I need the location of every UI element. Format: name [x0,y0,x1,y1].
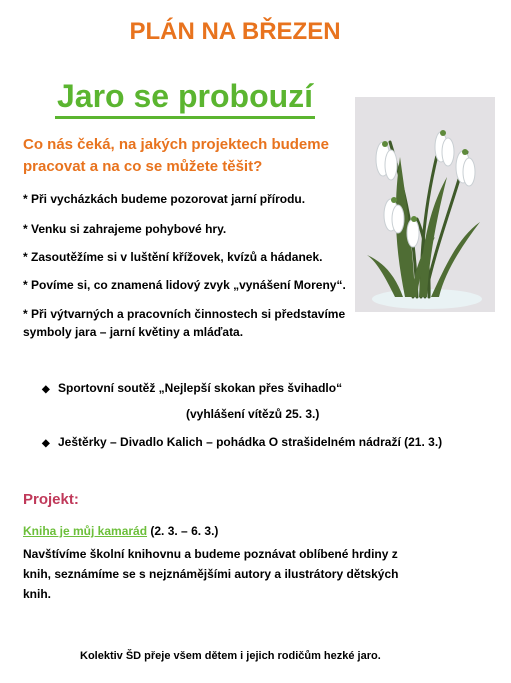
intro-text: Co nás čeká, na jakých projektech budeme pracovat a na co se můžete těšit? [23,136,329,175]
project-description: Navštívíme školní knihovnu a budeme poznávat oblíbené hrdiny z knih, seznámíme se s nejznámějšími autory a ilustrátory dětských knih. [23,547,399,601]
event-note: (vyhlášení vítězů 25. 3.) [186,407,320,421]
diamond-icon: ◆ [42,438,50,449]
bullet-item: * Povíme si, co znamená lidový zvyk „vynášení Moreny“. [23,278,346,292]
event-item [42,434,442,452]
event-text: Sportovní soutěž „Nejlepší skokan přes švihadlo“ [58,381,343,395]
page-title: PLÁN NA BŘEZEN [129,18,341,45]
footer-text: Kolektiv ŠD přeje všem dětem i jejich rodičům hezké jaro. [80,650,381,662]
page-subtitle: Jaro se probouzí [55,78,315,119]
bullet-item: * Zasoutěžíme si v luštění křížovek, kvízů a hádanek. [23,250,323,264]
project-title-line [23,524,218,538]
event-text: Ještěrky – Divadlo Kalich – pohádka O strašidelném nádraží (21. 3.) [58,435,443,449]
bullet-item: * Venku si zahrajeme pohybové hry. [23,222,227,236]
bullet-item: * Při výtvarných a pracovních činnostech si představíme symboly jara – jarní květiny a mláďata. [23,307,346,339]
project-heading: Projekt: [23,491,79,508]
diamond-icon: ◆ [42,384,50,395]
event-item [42,380,342,398]
snowdrop-flowers-image [355,97,495,312]
project-dates: (2. 3. – 6. 3.) [147,524,219,538]
project-name: Kniha je můj kamarád [23,524,148,538]
bullet-item: * Při vycházkách budeme pozorovat jarní přírodu. [23,192,306,206]
